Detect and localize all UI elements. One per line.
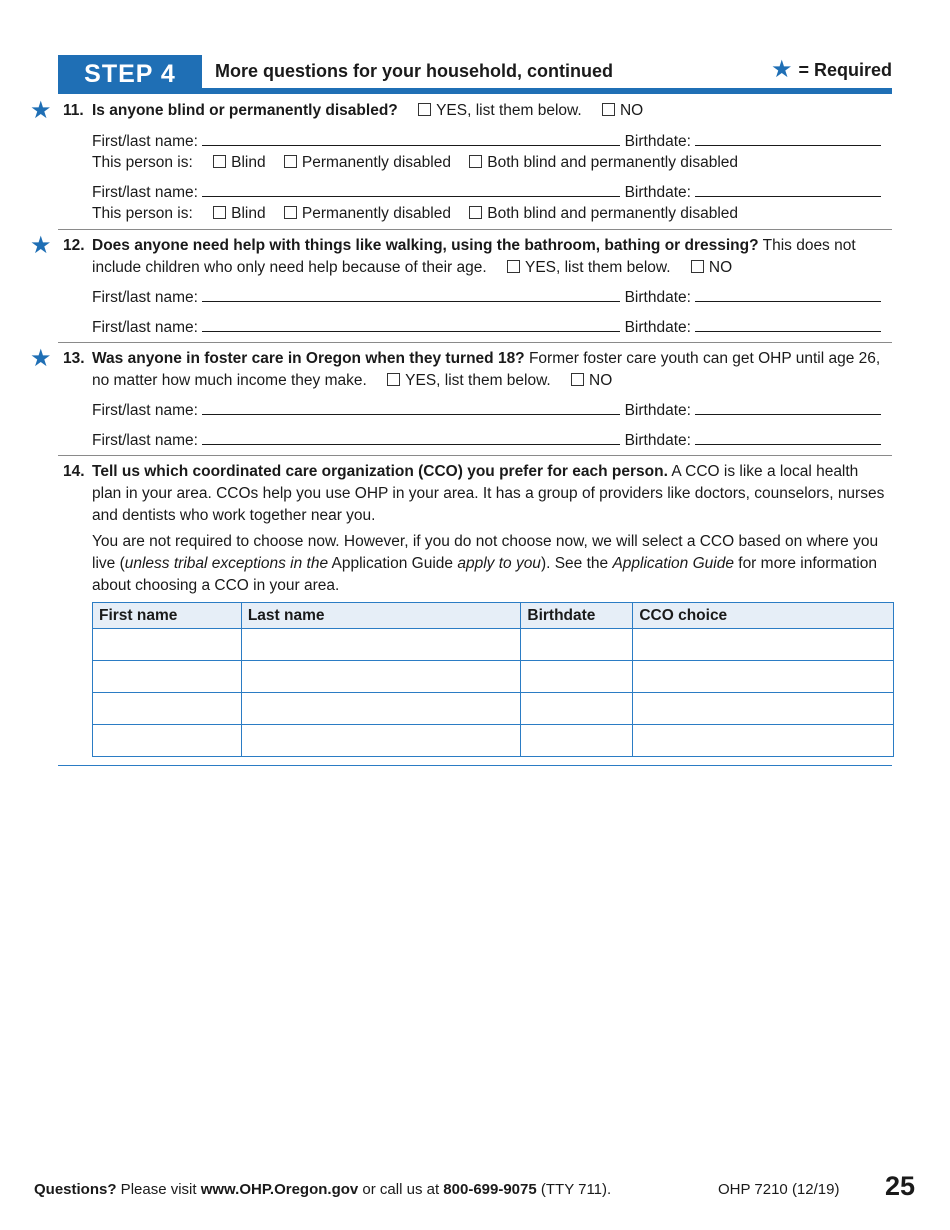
table-row: [93, 629, 894, 661]
text-run: ). See the: [540, 555, 613, 572]
question-note: no matter how much income they make.: [92, 372, 367, 389]
instruction-line: You are not required to choose now. However, if you do not choose now, we will select a CCO based on where you: [92, 533, 879, 550]
footer-questions: Questions?: [34, 1181, 117, 1198]
first-name-cell[interactable]: [93, 661, 242, 693]
last-name-cell[interactable]: [241, 693, 521, 725]
yes-label: YES, list them below.: [524, 259, 671, 276]
birthdate-label: Birthdate:: [624, 184, 691, 201]
name-field[interactable]: [202, 131, 620, 146]
name-field[interactable]: [202, 400, 620, 415]
table-row: [93, 725, 894, 757]
birthdate-label: Birthdate:: [624, 133, 691, 150]
yes-label: YES, list them below.: [405, 372, 551, 389]
required-star-icon: ★: [30, 97, 52, 124]
table-header-row: [93, 603, 894, 629]
q12-person1-row: [92, 287, 887, 308]
name-field[interactable]: [202, 430, 620, 445]
blind-label: Blind: [231, 205, 266, 222]
divider: [58, 342, 892, 343]
cco-table: [92, 602, 894, 757]
question-number: 14.: [63, 463, 85, 480]
birthdate-field[interactable]: [695, 400, 881, 415]
birthdate-field[interactable]: [695, 430, 881, 445]
name-field[interactable]: [202, 287, 620, 302]
birthdate-field[interactable]: [695, 182, 881, 197]
birthdate-field[interactable]: [695, 317, 881, 332]
question-text: Is anyone blind or permanently disabled?: [92, 102, 398, 119]
birthdate-label: Birthdate:: [624, 432, 691, 449]
last-name-cell[interactable]: [241, 629, 521, 661]
name-label: First/last name:: [92, 402, 198, 419]
q11-person1-name-row: [92, 131, 887, 152]
section-title: More questions for your household, continued: [215, 61, 614, 81]
yes-label: YES, list them below.: [436, 102, 582, 119]
disabled-checkbox[interactable]: [284, 155, 297, 168]
col-last-name: Last name: [241, 603, 521, 629]
birthdate-cell[interactable]: [521, 693, 633, 725]
cco-choice-cell[interactable]: [633, 629, 894, 661]
birthdate-field[interactable]: [695, 287, 881, 302]
first-name-cell[interactable]: [93, 693, 242, 725]
question-note: Former foster care youth can get OHP until age 26,: [528, 350, 881, 367]
cco-choice-cell[interactable]: [633, 693, 894, 725]
no-label: NO: [589, 372, 613, 389]
name-field[interactable]: [202, 182, 620, 197]
table-row: [93, 693, 894, 725]
question-14: [63, 461, 889, 527]
yes-checkbox[interactable]: [418, 103, 431, 116]
question-13: [63, 348, 889, 392]
yes-checkbox[interactable]: [507, 260, 520, 273]
q13-person1-row: [92, 400, 887, 421]
required-label: = Required: [798, 59, 892, 80]
no-checkbox[interactable]: [602, 103, 615, 116]
page-number: 25: [885, 1171, 916, 1201]
q13-person2-row: [92, 430, 887, 451]
question-number: 12.: [63, 237, 85, 254]
no-checkbox[interactable]: [691, 260, 704, 273]
question-note: and dentists who work together near you.: [92, 507, 376, 524]
both-checkbox[interactable]: [469, 206, 482, 219]
first-name-cell[interactable]: [93, 629, 242, 661]
q11-person2-name-row: [92, 182, 887, 203]
question-12: [63, 235, 889, 279]
question-note: include children who only need help because of their age.: [92, 259, 487, 276]
footer-text: (TTY 711).: [536, 1181, 612, 1198]
both-label: Both blind and permanently disabled: [487, 205, 739, 222]
q11-person2-status-row: [92, 204, 887, 224]
col-birthdate: Birthdate: [521, 603, 633, 629]
name-label: First/last name:: [92, 432, 198, 449]
instruction-line: [92, 553, 887, 575]
required-legend: [771, 58, 892, 82]
both-label: Both blind and permanently disabled: [487, 154, 739, 171]
first-name-cell[interactable]: [93, 725, 242, 757]
person-label: This person is:: [92, 154, 193, 171]
birthdate-cell[interactable]: [521, 725, 633, 757]
question-text: Does anyone need help with things like walking, using the bathroom, bathing or dressing?: [92, 237, 759, 254]
birthdate-label: Birthdate:: [624, 289, 691, 306]
footer-text: Please visit: [116, 1181, 201, 1198]
disabled-label: Permanently disabled: [301, 205, 451, 222]
question-11: [63, 100, 889, 122]
question-number: 13.: [63, 350, 85, 367]
question-number: 11.: [63, 102, 84, 119]
text-run: apply to you: [457, 555, 541, 572]
disabled-label: Permanently disabled: [301, 154, 451, 171]
divider: [58, 229, 892, 230]
blind-label: Blind: [231, 154, 266, 171]
col-cco-choice: CCO choice: [633, 603, 894, 629]
cco-choice-cell[interactable]: [633, 725, 894, 757]
question-text: Tell us which coordinated care organization (CCO) you prefer for each person.: [92, 463, 668, 480]
question-note: This does not: [762, 237, 856, 254]
step-badge: STEP 4: [58, 55, 202, 94]
website-link[interactable]: www.OHP.Oregon.gov: [200, 1181, 359, 1198]
birthdate-cell[interactable]: [521, 661, 633, 693]
no-label: NO: [619, 102, 644, 119]
required-star-icon: ★: [30, 232, 52, 259]
last-name-cell[interactable]: [241, 661, 521, 693]
section-end-rule: [58, 765, 892, 766]
text-run: unless tribal exceptions in the: [124, 555, 329, 572]
both-checkbox[interactable]: [469, 155, 482, 168]
star-icon: ★: [770, 56, 793, 83]
name-field[interactable]: [202, 317, 620, 332]
no-checkbox[interactable]: [571, 373, 584, 386]
table-row: [93, 661, 894, 693]
name-label: First/last name:: [92, 289, 198, 306]
birthdate-cell[interactable]: [521, 629, 633, 661]
form-id: OHP 7210 (12/19): [718, 1181, 840, 1198]
yes-checkbox[interactable]: [387, 373, 400, 386]
question-text: Was anyone in foster care in Oregon when they turned 18?: [92, 350, 525, 367]
divider: [58, 455, 892, 456]
person-label: This person is:: [92, 205, 193, 222]
name-label: First/last name:: [92, 184, 198, 201]
blind-checkbox[interactable]: [213, 155, 226, 168]
footer-contact: [34, 1181, 611, 1198]
birthdate-label: Birthdate:: [624, 402, 691, 419]
text-run: live (: [92, 555, 125, 572]
last-name-cell[interactable]: [241, 725, 521, 757]
phone-number[interactable]: 800-699-9075: [443, 1181, 537, 1198]
birthdate-field[interactable]: [695, 131, 881, 146]
blind-checkbox[interactable]: [213, 206, 226, 219]
instruction-line: about choosing a CCO in your area.: [92, 577, 340, 594]
cco-instructions: [92, 531, 887, 597]
birthdate-label: Birthdate:: [624, 319, 691, 336]
no-label: NO: [708, 259, 733, 276]
name-label: First/last name:: [92, 133, 198, 150]
q11-person1-status-row: [92, 153, 887, 173]
cco-choice-cell[interactable]: [633, 661, 894, 693]
required-star-icon: ★: [30, 345, 52, 372]
text-run: for more information: [733, 555, 877, 572]
question-note: plan in your area. CCOs help you use OHP in your area. It has a group of providers like doctors, counselors, nurses: [92, 485, 885, 502]
footer-text: or call us at: [358, 1181, 444, 1198]
col-first-name: First name: [93, 603, 242, 629]
name-label: First/last name:: [92, 319, 198, 336]
text-run: Application Guide: [328, 555, 458, 572]
question-note: A CCO is like a local health: [671, 463, 859, 480]
q12-person2-row: [92, 317, 887, 338]
disabled-checkbox[interactable]: [284, 206, 297, 219]
text-run: Application Guide: [612, 555, 734, 572]
